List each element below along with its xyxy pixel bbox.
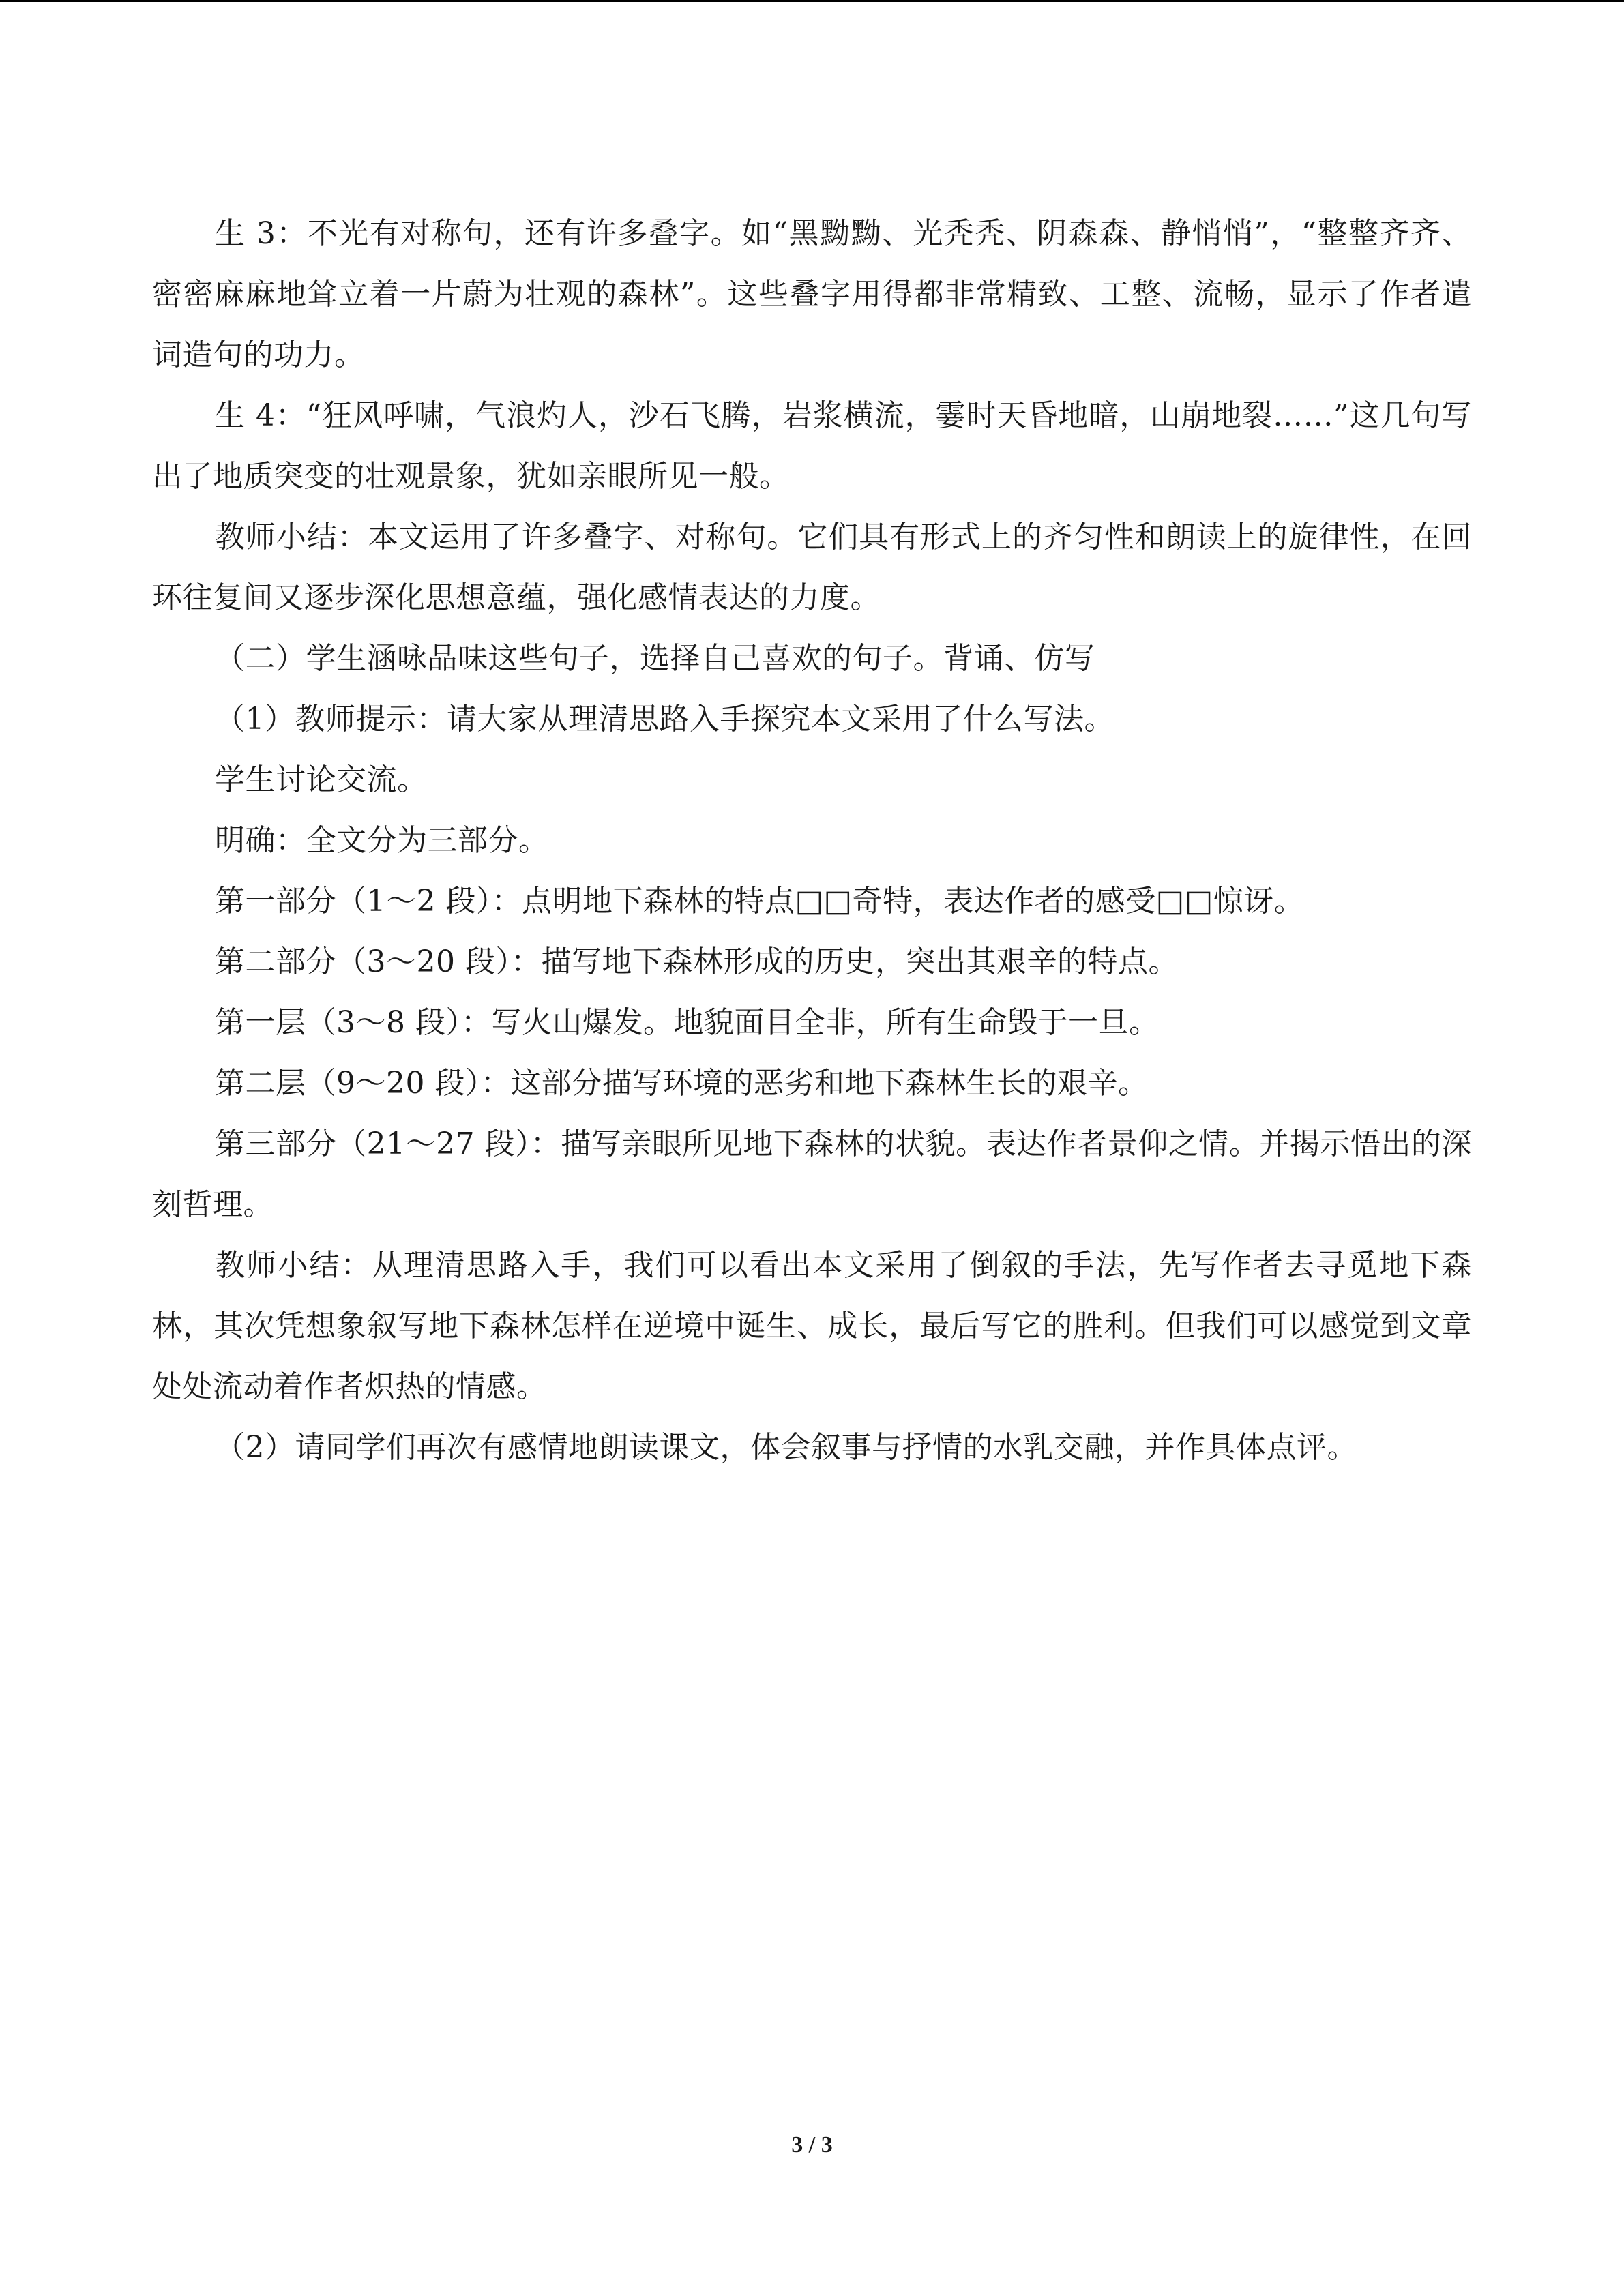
paragraph-teacher-summary-1: 教师小结：本文运用了许多叠字、对称句。它们具有形式上的齐匀性和朗读上的旋律性，在回环往复间又逐步深化思想意蕴，强化感情表达的力度。 <box>152 520 1472 615</box>
paragraph-section-two-heading: （二）学生涵咏品味这些句子，选择自己喜欢的句子。背诵、仿写 <box>215 641 1095 676</box>
paragraph-read-aloud: （2）请同学们再次有感情地朗读课文，体会叙事与抒情的水乳交融，并作具体点评。 <box>215 1430 1357 1465</box>
paragraph-student-discussion: 学生讨论交流。 <box>215 762 428 797</box>
paragraph-student3: 生 3：不光有对称句，还有许多叠字。如“黑黝黝、光秃秃、阴森森、静悄悄”，“整整齐齐、密密麻麻地耸立着一片蔚为壮观的森林”。这些叠字用得都非常精致、工整、流畅，显示了作者遣词造句的功力。 <box>152 216 1472 372</box>
paragraph-student4: 生 4：“狂风呼啸，气浪灼人，沙石飞腾，岩浆横流，霎时天昏地暗，山崩地裂……”这几句写出了地质突变的壮观景象，犹如亲眼所见一般。 <box>152 398 1472 494</box>
page-number: 3 / 3 <box>791 2132 833 2158</box>
paragraph-part-two: 第二部分（3～20 段）：描写地下森林形成的历史，突出其艰辛的特点。 <box>215 944 1179 979</box>
paragraph-clarify: 明确：全文分为三部分。 <box>215 823 549 858</box>
document-body <box>152 203 1472 1478</box>
paragraph-layer-one: 第一层（3～8 段）：写火山爆发。地貌面目全非，所有生命毁于一旦。 <box>215 1005 1160 1040</box>
paragraph-part-one: 第一部分（1～2 段）：点明地下森林的特点□□奇特，表达作者的感受□□惊讶。 <box>215 884 1305 919</box>
paragraph-teacher-hint: （1）教师提示：请大家从理清思路入手探究本文采用了什么写法。 <box>215 702 1114 736</box>
paragraph-layer-two: 第二层（9～20 段）：这部分描写环境的恶劣和地下森林生长的艰辛。 <box>215 1066 1149 1101</box>
paragraph-teacher-summary-2: 教师小结：从理清思路入手，我们可以看出本文采用了倒叙的手法，先写作者去寻觅地下森林，其次凭想象叙写地下森林怎样在逆境中诞生、成长，最后写它的胜利。但我们可以感觉到文章处处流动着作者炽热的情感。 <box>152 1248 1472 1404</box>
paragraph-part-three: 第三部分（21～27 段）：描写亲眼所见地下森林的状貌。表达作者景仰之情。并揭示悟出的深刻哲理。 <box>152 1127 1472 1222</box>
page-top-border <box>0 0 1624 2</box>
